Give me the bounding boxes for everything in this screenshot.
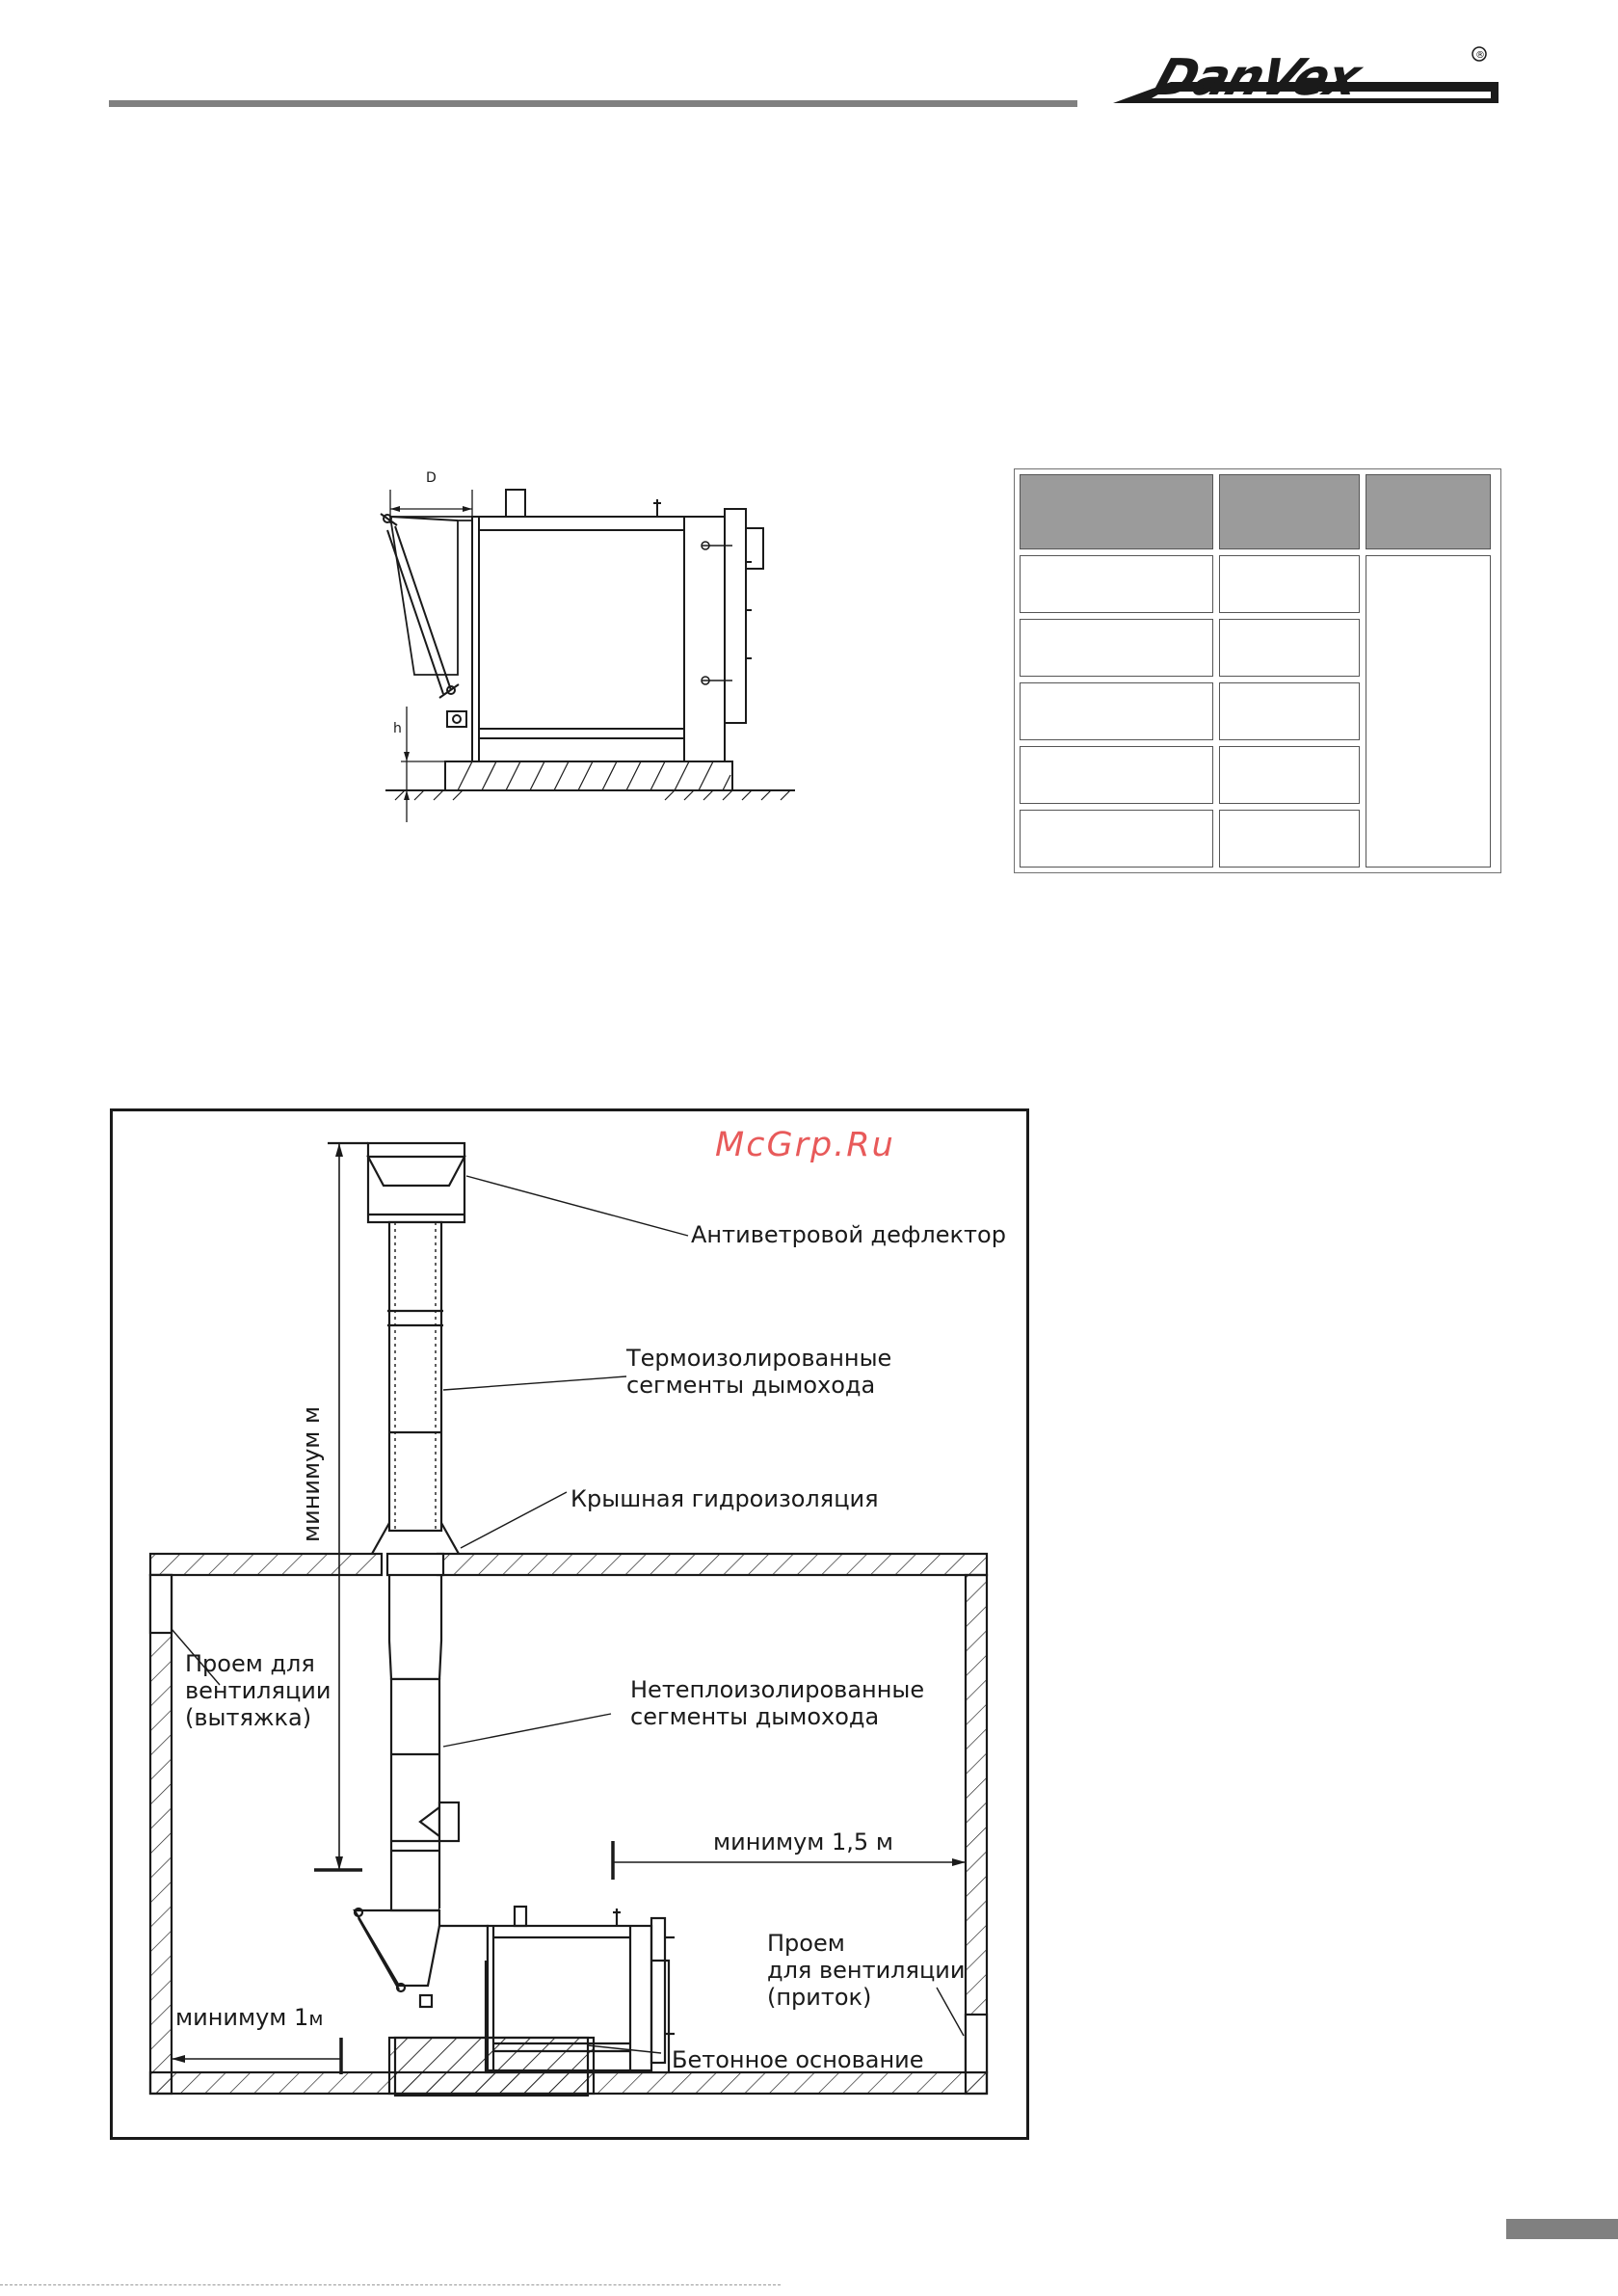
label-min-1m (175, 2004, 323, 2032)
table-merged-cell (1366, 555, 1491, 868)
boiler-side-drawing (347, 470, 800, 827)
label-min-1m-unit: м (308, 2007, 324, 2030)
header-rule (109, 100, 1077, 107)
brand-logo (1113, 39, 1508, 111)
table-cell (1219, 746, 1360, 804)
label-roof-seal: Крышная гидроизоляция (570, 1485, 879, 1512)
watermark: McGrp.Ru (715, 1126, 895, 1164)
table-cell (1020, 810, 1213, 868)
table-cell (1219, 619, 1360, 677)
table-header-cell (1366, 474, 1491, 549)
table-cell (1219, 555, 1360, 613)
dimension-d-label: D (426, 470, 437, 486)
table-cell (1020, 619, 1213, 677)
table-header-cell (1219, 474, 1360, 549)
table-cell (1219, 682, 1360, 740)
table-cell (1020, 555, 1213, 613)
label-min-1-5m: минимум 1,5 м (713, 1829, 893, 1855)
footer-page-tab (1506, 2219, 1618, 2239)
label-concrete-base: Бетонное основание (672, 2046, 924, 2073)
label-min-1m-text: минимум 1 (175, 2004, 309, 2031)
label-uninsulated-segments: Нетеплоизолированные сегменты дымохода (630, 1676, 925, 1730)
specification-table (1014, 468, 1501, 873)
table-cell (1020, 682, 1213, 740)
registered-mark: ® (1475, 50, 1485, 61)
label-insulated-segments: Термоизолированные сегменты дымохода (626, 1345, 892, 1399)
footer-rule (0, 2284, 781, 2286)
label-min-vertical: минимум м (298, 1405, 325, 1542)
table-cell (1020, 746, 1213, 804)
label-deflector: Антиветровой дефлектор (691, 1221, 1006, 1248)
table-header-cell (1020, 474, 1213, 549)
table-cell (1219, 810, 1360, 868)
dimension-h-label: h (393, 721, 402, 736)
label-vent-intake: Проем для вентиляции (приток) (767, 1930, 966, 2011)
danvex-logo-icon (1113, 39, 1508, 111)
logo-wordmark: DanVex (1147, 47, 1367, 107)
label-vent-exhaust: Проем для вентиляции (вытяжка) (185, 1650, 332, 1731)
